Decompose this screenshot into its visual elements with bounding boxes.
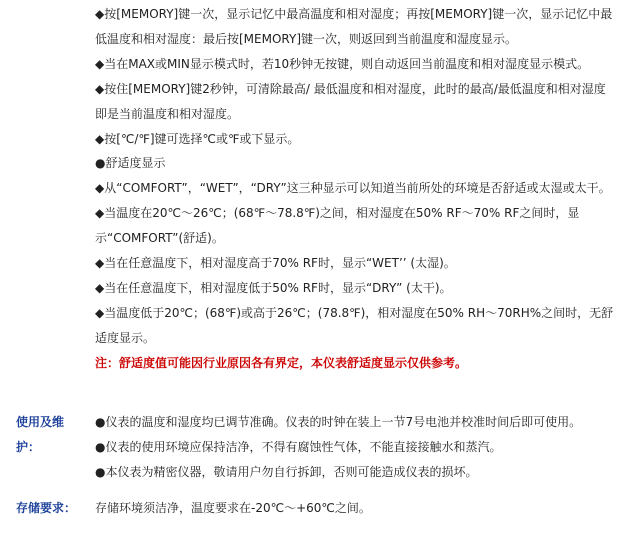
maintenance-item: ●仪表的使用环境应保持洁净，不得有腐蚀性气体，不能直接接触水和蒸汽。 [95, 439, 502, 454]
dry-condition: ◆当在任意温度下，相对湿度低于50% RF时，显示“DRY” (太干)。 [95, 280, 452, 295]
comfort-intro: ◆从“COMFORT”，“WET”，“DRY”这三种显示可以知道当前所处的环境是否舒适或太湿或太干。 [95, 181, 611, 196]
maintenance-item: ●本仪表为精密仪器，敬请用户勿自行拆卸，否则可能造成仪表的损坏。 [95, 464, 478, 479]
maintenance-list [95, 410, 615, 484]
comfort-note: 注：舒适度值可能因行业原因各有界定，本仪表舒适度显示仅供参考。 [95, 355, 468, 370]
feature-clear-memory: ◆按住[MEMORY]键2秒钟，可清除最高/ 最低温度和相对湿度，此时的最高/最低温度和相对湿度即是当前温度和相对湿度。 [95, 81, 606, 121]
no-comfort-condition: ◆当温度低于20℃；(68℉)或高于26℃；(78.8℉)，相对湿度在50% RH～70RH%之间时，无舒适度显示。 [95, 305, 614, 345]
feature-auto-return: ◆当在MAX或MIN显示模式时，若10秒钟无按键，则自动返回当前温度和相对湿度显示模式。 [95, 56, 590, 71]
wet-condition: ◆当在任意温度下，相对湿度高于70% RF时，显示“WET’’ (太湿)。 [95, 256, 456, 271]
comfort-heading: ●舒适度显示 [95, 156, 166, 171]
storage-text: 存储环境须洁净，温度要求在-20℃～+60℃之间。 [95, 501, 371, 515]
maintenance-item: ●仪表的温度和湿度均已调节准确。仪表的时钟在装上一节7号电池并校准时间后即可使用。 [95, 415, 582, 429]
maintenance-label: 使用及维护： [16, 415, 65, 454]
feature-unit-switch: ◆按[℃/℉]键可选择℃或℉或下显示。 [95, 131, 300, 146]
feature-memory-recall: ◆按[MEMORY]键一次，显示记忆中最高温度和相对湿度；再按[MEMORY]键一次，显示记忆中最低温度和相对湿度：最后按[MEMORY]键一次，则返回到当前温度和湿度显示。 [95, 7, 613, 46]
comfort-condition: ◆当温度在20℃～26℃；(68℉～78.8℉)之间，相对湿度在50% RF～70% RF之间时，显示“COMFORT”(舒适)。 [95, 206, 580, 246]
storage-label: 存储要求： [16, 501, 77, 515]
features-section [95, 2, 615, 376]
